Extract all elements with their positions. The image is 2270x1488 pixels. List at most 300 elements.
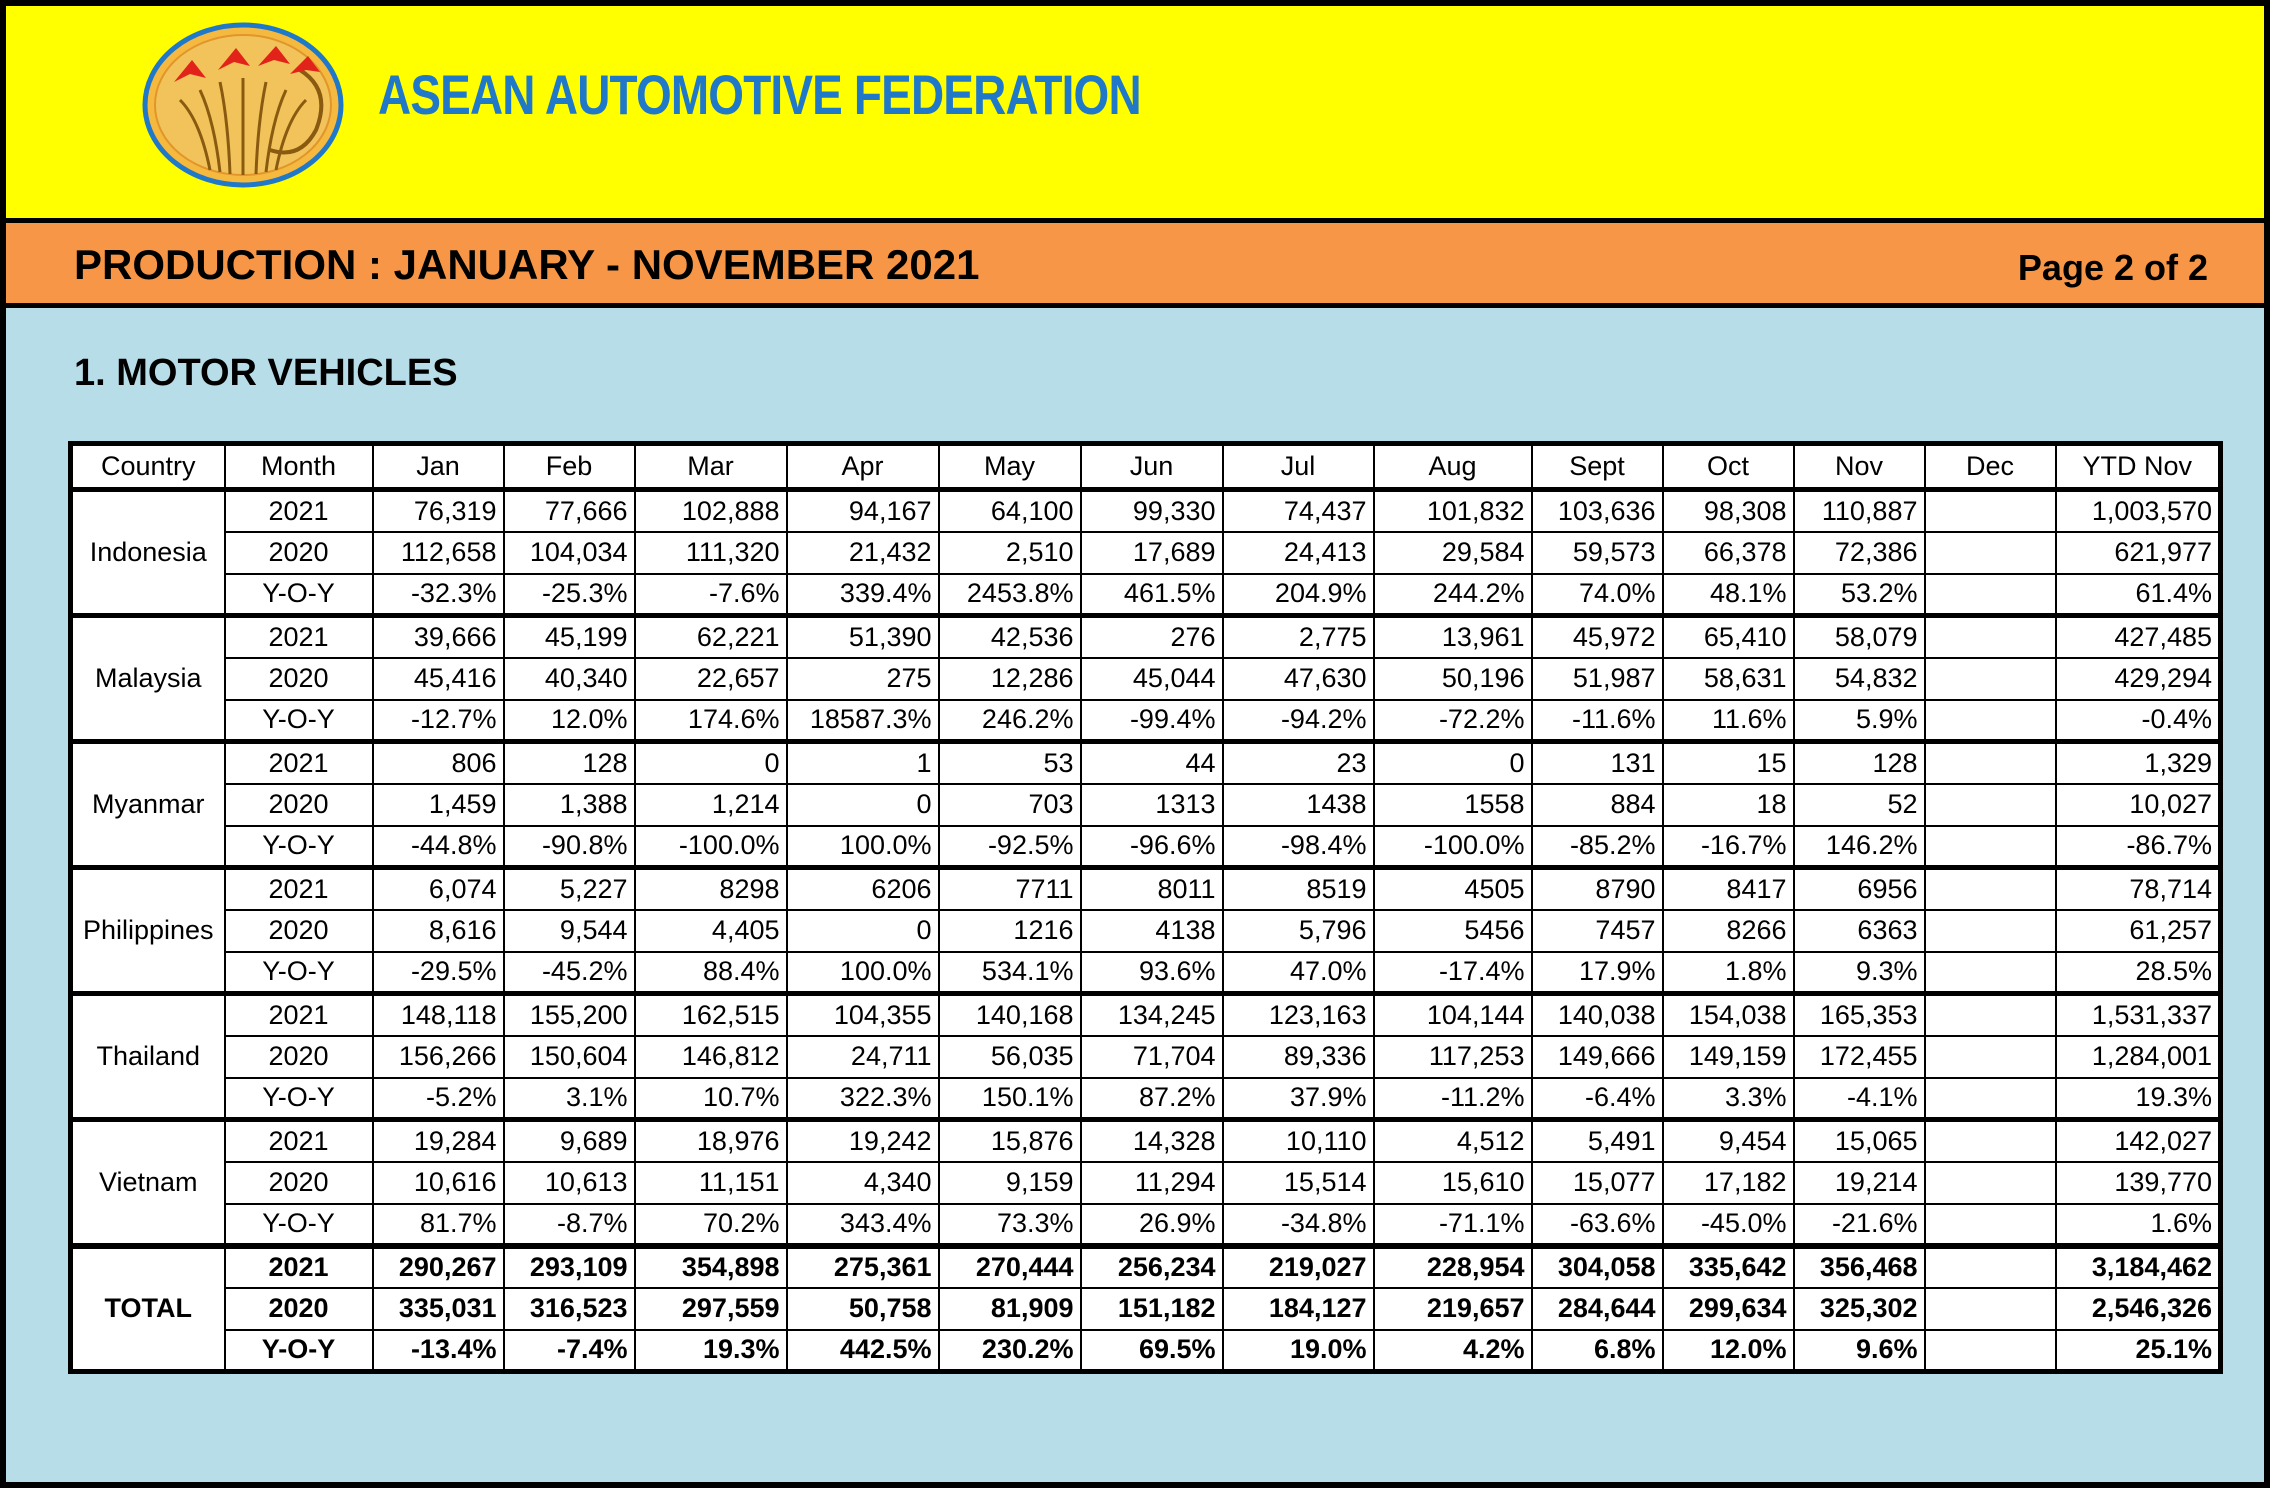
value-cell: 356,468 bbox=[1794, 1246, 1925, 1288]
value-cell: 4505 bbox=[1374, 868, 1532, 910]
row-label-cell: Y-O-Y bbox=[225, 574, 373, 616]
value-cell: 74.0% bbox=[1532, 574, 1663, 616]
value-cell bbox=[1925, 616, 2056, 658]
value-cell: -25.3% bbox=[504, 574, 635, 616]
value-cell: -100.0% bbox=[635, 826, 787, 868]
value-cell: 6206 bbox=[787, 868, 939, 910]
value-cell: 2,546,326 bbox=[2056, 1288, 2221, 1330]
header-mar: Mar bbox=[635, 444, 787, 490]
value-cell: -8.7% bbox=[504, 1204, 635, 1246]
value-cell: 93.6% bbox=[1081, 952, 1223, 994]
table-row bbox=[71, 1162, 2221, 1204]
value-cell: 230.2% bbox=[939, 1330, 1081, 1372]
value-cell: 256,234 bbox=[1081, 1246, 1223, 1288]
value-cell bbox=[1925, 1120, 2056, 1162]
value-cell: 322.3% bbox=[787, 1078, 939, 1120]
value-cell: 3,184,462 bbox=[2056, 1246, 2221, 1288]
value-cell: 9.3% bbox=[1794, 952, 1925, 994]
header-sept: Sept bbox=[1532, 444, 1663, 490]
value-cell: 65,410 bbox=[1663, 616, 1794, 658]
value-cell: 162,515 bbox=[635, 994, 787, 1036]
value-cell: 1,388 bbox=[504, 784, 635, 826]
row-label-cell: 2021 bbox=[225, 742, 373, 784]
value-cell: 76,319 bbox=[373, 490, 504, 532]
table-row bbox=[71, 952, 2221, 994]
value-cell: 48.1% bbox=[1663, 574, 1794, 616]
value-cell: 134,245 bbox=[1081, 994, 1223, 1036]
table-row bbox=[71, 1204, 2221, 1246]
value-cell: 0 bbox=[635, 742, 787, 784]
header-oct: Oct bbox=[1663, 444, 1794, 490]
value-cell: 0 bbox=[1374, 742, 1532, 784]
value-cell: 111,320 bbox=[635, 532, 787, 574]
value-cell: 154,038 bbox=[1663, 994, 1794, 1036]
value-cell: 293,109 bbox=[504, 1246, 635, 1288]
value-cell: 45,044 bbox=[1081, 658, 1223, 700]
value-cell: 58,079 bbox=[1794, 616, 1925, 658]
value-cell: -94.2% bbox=[1223, 700, 1374, 742]
value-cell bbox=[1925, 1330, 2056, 1372]
value-cell: 81,909 bbox=[939, 1288, 1081, 1330]
value-cell: 22,657 bbox=[635, 658, 787, 700]
row-label-cell: 2021 bbox=[225, 868, 373, 910]
value-cell: 45,416 bbox=[373, 658, 504, 700]
header-ytd-nov: YTD Nov bbox=[2056, 444, 2221, 490]
value-cell: 19.3% bbox=[2056, 1078, 2221, 1120]
value-cell: 98,308 bbox=[1663, 490, 1794, 532]
value-cell: 21,432 bbox=[787, 532, 939, 574]
value-cell: 290,267 bbox=[373, 1246, 504, 1288]
value-cell: -17.4% bbox=[1374, 952, 1532, 994]
value-cell: 6956 bbox=[1794, 868, 1925, 910]
table-row bbox=[71, 700, 2221, 742]
value-cell bbox=[1925, 532, 2056, 574]
value-cell: 151,182 bbox=[1081, 1288, 1223, 1330]
header-jul: Jul bbox=[1223, 444, 1374, 490]
value-cell: 1,284,001 bbox=[2056, 1036, 2221, 1078]
value-cell: -34.8% bbox=[1223, 1204, 1374, 1246]
header-dec: Dec bbox=[1925, 444, 2056, 490]
value-cell: 89,336 bbox=[1223, 1036, 1374, 1078]
value-cell: 354,898 bbox=[635, 1246, 787, 1288]
value-cell: 2453.8% bbox=[939, 574, 1081, 616]
header-feb: Feb bbox=[504, 444, 635, 490]
value-cell: 18 bbox=[1663, 784, 1794, 826]
row-label-cell: 2020 bbox=[225, 1036, 373, 1078]
value-cell: 15 bbox=[1663, 742, 1794, 784]
value-cell: 72,386 bbox=[1794, 532, 1925, 574]
table-row bbox=[71, 532, 2221, 574]
value-cell: 24,711 bbox=[787, 1036, 939, 1078]
value-cell: -12.7% bbox=[373, 700, 504, 742]
value-cell bbox=[1925, 1246, 2056, 1288]
value-cell: 11.6% bbox=[1663, 700, 1794, 742]
value-cell: 10,613 bbox=[504, 1162, 635, 1204]
country-cell: Malaysia bbox=[71, 616, 225, 742]
value-cell: 56,035 bbox=[939, 1036, 1081, 1078]
value-cell: 15,514 bbox=[1223, 1162, 1374, 1204]
country-cell: Philippines bbox=[71, 868, 225, 994]
value-cell bbox=[1925, 742, 2056, 784]
value-cell: 131 bbox=[1532, 742, 1663, 784]
value-cell: -5.2% bbox=[373, 1078, 504, 1120]
asean-automotive-federation-logo-icon bbox=[140, 20, 346, 190]
value-cell: 69.5% bbox=[1081, 1330, 1223, 1372]
value-cell: 174.6% bbox=[635, 700, 787, 742]
value-cell: 246.2% bbox=[939, 700, 1081, 742]
value-cell bbox=[1925, 700, 2056, 742]
value-cell: 1.8% bbox=[1663, 952, 1794, 994]
section-title: 1. MOTOR VEHICLES bbox=[74, 352, 458, 394]
value-cell: 112,658 bbox=[373, 532, 504, 574]
value-cell: 128 bbox=[504, 742, 635, 784]
value-cell: 9,159 bbox=[939, 1162, 1081, 1204]
header-aug: Aug bbox=[1374, 444, 1532, 490]
value-cell: 8298 bbox=[635, 868, 787, 910]
value-cell: 53 bbox=[939, 742, 1081, 784]
value-cell: -4.1% bbox=[1794, 1078, 1925, 1120]
header-jan: Jan bbox=[373, 444, 504, 490]
value-cell: -16.7% bbox=[1663, 826, 1794, 868]
value-cell: 15,876 bbox=[939, 1120, 1081, 1162]
value-cell: 8790 bbox=[1532, 868, 1663, 910]
value-cell: 276 bbox=[1081, 616, 1223, 658]
value-cell: 184,127 bbox=[1223, 1288, 1374, 1330]
row-label-cell: 2021 bbox=[225, 1246, 373, 1288]
value-cell: 4,340 bbox=[787, 1162, 939, 1204]
value-cell: 150.1% bbox=[939, 1078, 1081, 1120]
value-cell: 11,151 bbox=[635, 1162, 787, 1204]
value-cell: -21.6% bbox=[1794, 1204, 1925, 1246]
value-cell bbox=[1925, 1288, 2056, 1330]
value-cell: 7457 bbox=[1532, 910, 1663, 952]
value-cell: 316,523 bbox=[504, 1288, 635, 1330]
row-label-cell: 2020 bbox=[225, 1162, 373, 1204]
value-cell: 275,361 bbox=[787, 1246, 939, 1288]
row-label-cell: 2020 bbox=[225, 910, 373, 952]
value-cell: 94,167 bbox=[787, 490, 939, 532]
row-label-cell: 2020 bbox=[225, 532, 373, 574]
value-cell: 1,459 bbox=[373, 784, 504, 826]
value-cell: 39,666 bbox=[373, 616, 504, 658]
value-cell: 806 bbox=[373, 742, 504, 784]
value-cell: 64,100 bbox=[939, 490, 1081, 532]
row-label-cell: Y-O-Y bbox=[225, 952, 373, 994]
table-header-row bbox=[71, 444, 2221, 490]
value-cell: 8417 bbox=[1663, 868, 1794, 910]
value-cell: 150,604 bbox=[504, 1036, 635, 1078]
value-cell: 102,888 bbox=[635, 490, 787, 532]
table-row bbox=[71, 658, 2221, 700]
value-cell: -32.3% bbox=[373, 574, 504, 616]
value-cell: 335,031 bbox=[373, 1288, 504, 1330]
value-cell: 304,058 bbox=[1532, 1246, 1663, 1288]
value-cell: -86.7% bbox=[2056, 826, 2221, 868]
value-cell: 87.2% bbox=[1081, 1078, 1223, 1120]
value-cell: 1438 bbox=[1223, 784, 1374, 826]
value-cell: 1,531,337 bbox=[2056, 994, 2221, 1036]
value-cell: 5.9% bbox=[1794, 700, 1925, 742]
value-cell bbox=[1925, 868, 2056, 910]
value-cell: 0 bbox=[787, 910, 939, 952]
value-cell: 15,077 bbox=[1532, 1162, 1663, 1204]
report-title: PRODUCTION : JANUARY - NOVEMBER 2021 bbox=[74, 241, 980, 288]
row-label-cell: Y-O-Y bbox=[225, 700, 373, 742]
row-label-cell: 2020 bbox=[225, 1288, 373, 1330]
value-cell: -45.2% bbox=[504, 952, 635, 994]
value-cell: 73.3% bbox=[939, 1204, 1081, 1246]
value-cell: 4,512 bbox=[1374, 1120, 1532, 1162]
value-cell: 165,353 bbox=[1794, 994, 1925, 1036]
value-cell: 10,027 bbox=[2056, 784, 2221, 826]
value-cell: -7.6% bbox=[635, 574, 787, 616]
row-label-cell: 2021 bbox=[225, 1120, 373, 1162]
value-cell: 1 bbox=[787, 742, 939, 784]
value-cell: 3.3% bbox=[1663, 1078, 1794, 1120]
value-cell bbox=[1925, 952, 2056, 994]
value-cell: 61,257 bbox=[2056, 910, 2221, 952]
value-cell: 299,634 bbox=[1663, 1288, 1794, 1330]
header-apr: Apr bbox=[787, 444, 939, 490]
value-cell: -90.8% bbox=[504, 826, 635, 868]
value-cell: 15,065 bbox=[1794, 1120, 1925, 1162]
value-cell: -45.0% bbox=[1663, 1204, 1794, 1246]
value-cell: 5,491 bbox=[1532, 1120, 1663, 1162]
value-cell: 123,163 bbox=[1223, 994, 1374, 1036]
value-cell: 10,110 bbox=[1223, 1120, 1374, 1162]
value-cell: 1,003,570 bbox=[2056, 490, 2221, 532]
row-label-cell: Y-O-Y bbox=[225, 826, 373, 868]
value-cell: 12,286 bbox=[939, 658, 1081, 700]
value-cell: 9,454 bbox=[1663, 1120, 1794, 1162]
value-cell: 1313 bbox=[1081, 784, 1223, 826]
value-cell: 9,544 bbox=[504, 910, 635, 952]
value-cell: 51,987 bbox=[1532, 658, 1663, 700]
value-cell: 219,657 bbox=[1374, 1288, 1532, 1330]
value-cell: 155,200 bbox=[504, 994, 635, 1036]
value-cell: 6.8% bbox=[1532, 1330, 1663, 1372]
country-cell: Myanmar bbox=[71, 742, 225, 868]
value-cell: 172,455 bbox=[1794, 1036, 1925, 1078]
value-cell: 4,405 bbox=[635, 910, 787, 952]
row-label-cell: 2020 bbox=[225, 784, 373, 826]
value-cell bbox=[1925, 490, 2056, 532]
value-cell: 0 bbox=[787, 784, 939, 826]
value-cell: 204.9% bbox=[1223, 574, 1374, 616]
value-cell: 81.7% bbox=[373, 1204, 504, 1246]
value-cell: 8266 bbox=[1663, 910, 1794, 952]
table-row bbox=[71, 994, 2221, 1036]
value-cell: -99.4% bbox=[1081, 700, 1223, 742]
value-cell: 50,196 bbox=[1374, 658, 1532, 700]
value-cell: 61.4% bbox=[2056, 574, 2221, 616]
value-cell: 146,812 bbox=[635, 1036, 787, 1078]
value-cell: 62,221 bbox=[635, 616, 787, 658]
value-cell: 284,644 bbox=[1532, 1288, 1663, 1330]
value-cell: 26.9% bbox=[1081, 1204, 1223, 1246]
value-cell bbox=[1925, 1204, 2056, 1246]
row-label-cell: Y-O-Y bbox=[225, 1078, 373, 1120]
value-cell: 343.4% bbox=[787, 1204, 939, 1246]
header-may: May bbox=[939, 444, 1081, 490]
value-cell: 140,168 bbox=[939, 994, 1081, 1036]
row-label-cell: 2020 bbox=[225, 658, 373, 700]
value-cell: -98.4% bbox=[1223, 826, 1374, 868]
value-cell: -11.2% bbox=[1374, 1078, 1532, 1120]
value-cell bbox=[1925, 910, 2056, 952]
value-cell: 149,159 bbox=[1663, 1036, 1794, 1078]
value-cell: 11,294 bbox=[1081, 1162, 1223, 1204]
table-row bbox=[71, 868, 2221, 910]
value-cell bbox=[1925, 826, 2056, 868]
value-cell: 24,413 bbox=[1223, 532, 1374, 574]
value-cell: 110,887 bbox=[1794, 490, 1925, 532]
value-cell: 270,444 bbox=[939, 1246, 1081, 1288]
value-cell: 18587.3% bbox=[787, 700, 939, 742]
row-label-cell: 2021 bbox=[225, 490, 373, 532]
value-cell: 140,038 bbox=[1532, 994, 1663, 1036]
value-cell: 99,330 bbox=[1081, 490, 1223, 532]
value-cell: 7711 bbox=[939, 868, 1081, 910]
total-row bbox=[71, 1288, 2221, 1330]
value-cell: 1558 bbox=[1374, 784, 1532, 826]
value-cell: 156,266 bbox=[373, 1036, 504, 1078]
value-cell bbox=[1925, 1078, 2056, 1120]
value-cell: 2,775 bbox=[1223, 616, 1374, 658]
value-cell: 51,390 bbox=[787, 616, 939, 658]
value-cell: 19,284 bbox=[373, 1120, 504, 1162]
header-band bbox=[6, 6, 2264, 223]
value-cell: 4138 bbox=[1081, 910, 1223, 952]
value-cell: 5,227 bbox=[504, 868, 635, 910]
value-cell: 45,972 bbox=[1532, 616, 1663, 658]
value-cell bbox=[1925, 658, 2056, 700]
value-cell: 50,758 bbox=[787, 1288, 939, 1330]
table-row bbox=[71, 490, 2221, 532]
value-cell: 71,704 bbox=[1081, 1036, 1223, 1078]
value-cell: 335,642 bbox=[1663, 1246, 1794, 1288]
value-cell: 100.0% bbox=[787, 952, 939, 994]
row-label-cell: Y-O-Y bbox=[225, 1204, 373, 1246]
value-cell: 703 bbox=[939, 784, 1081, 826]
value-cell: -13.4% bbox=[373, 1330, 504, 1372]
value-cell: 19,242 bbox=[787, 1120, 939, 1162]
value-cell: 6,074 bbox=[373, 868, 504, 910]
value-cell: 5,796 bbox=[1223, 910, 1374, 952]
value-cell: 78,714 bbox=[2056, 868, 2221, 910]
value-cell: -72.2% bbox=[1374, 700, 1532, 742]
value-cell: 17.9% bbox=[1532, 952, 1663, 994]
value-cell: -92.5% bbox=[939, 826, 1081, 868]
value-cell: 29,584 bbox=[1374, 532, 1532, 574]
value-cell: 297,559 bbox=[635, 1288, 787, 1330]
title-band bbox=[6, 223, 2264, 308]
value-cell: 142,027 bbox=[2056, 1120, 2221, 1162]
value-cell: 6363 bbox=[1794, 910, 1925, 952]
table-row bbox=[71, 1120, 2221, 1162]
header-month: Month bbox=[225, 444, 373, 490]
value-cell: 1216 bbox=[939, 910, 1081, 952]
value-cell: 621,977 bbox=[2056, 532, 2221, 574]
row-label-cell: 2021 bbox=[225, 994, 373, 1036]
value-cell: 9.6% bbox=[1794, 1330, 1925, 1372]
header-nov: Nov bbox=[1794, 444, 1925, 490]
value-cell bbox=[1925, 784, 2056, 826]
value-cell: 3.1% bbox=[504, 1078, 635, 1120]
value-cell: 18,976 bbox=[635, 1120, 787, 1162]
value-cell: 149,666 bbox=[1532, 1036, 1663, 1078]
value-cell: 884 bbox=[1532, 784, 1663, 826]
value-cell: -63.6% bbox=[1532, 1204, 1663, 1246]
value-cell: 5456 bbox=[1374, 910, 1532, 952]
value-cell: 325,302 bbox=[1794, 1288, 1925, 1330]
value-cell: 54,832 bbox=[1794, 658, 1925, 700]
value-cell: 19.0% bbox=[1223, 1330, 1374, 1372]
value-cell: 8011 bbox=[1081, 868, 1223, 910]
total-row bbox=[71, 1330, 2221, 1372]
value-cell: 4.2% bbox=[1374, 1330, 1532, 1372]
value-cell: -96.6% bbox=[1081, 826, 1223, 868]
value-cell: -85.2% bbox=[1532, 826, 1663, 868]
table-row bbox=[71, 742, 2221, 784]
country-cell: TOTAL bbox=[71, 1246, 225, 1372]
value-cell: 13,961 bbox=[1374, 616, 1532, 658]
value-cell bbox=[1925, 574, 2056, 616]
value-cell: 58,631 bbox=[1663, 658, 1794, 700]
value-cell: -71.1% bbox=[1374, 1204, 1532, 1246]
value-cell: 19,214 bbox=[1794, 1162, 1925, 1204]
table-row bbox=[71, 784, 2221, 826]
value-cell: 10,616 bbox=[373, 1162, 504, 1204]
value-cell: 59,573 bbox=[1532, 532, 1663, 574]
value-cell: 17,689 bbox=[1081, 532, 1223, 574]
value-cell: 23 bbox=[1223, 742, 1374, 784]
value-cell: 442.5% bbox=[787, 1330, 939, 1372]
value-cell: -6.4% bbox=[1532, 1078, 1663, 1120]
value-cell: 429,294 bbox=[2056, 658, 2221, 700]
value-cell: 8,616 bbox=[373, 910, 504, 952]
value-cell: 15,610 bbox=[1374, 1162, 1532, 1204]
value-cell: 461.5% bbox=[1081, 574, 1223, 616]
value-cell: 534.1% bbox=[939, 952, 1081, 994]
table-row bbox=[71, 1036, 2221, 1078]
value-cell: 103,636 bbox=[1532, 490, 1663, 532]
table-row bbox=[71, 1078, 2221, 1120]
value-cell: 45,199 bbox=[504, 616, 635, 658]
value-cell: 2,510 bbox=[939, 532, 1081, 574]
value-cell: 148,118 bbox=[373, 994, 504, 1036]
value-cell: 70.2% bbox=[635, 1204, 787, 1246]
header-jun: Jun bbox=[1081, 444, 1223, 490]
value-cell: 37.9% bbox=[1223, 1078, 1374, 1120]
country-cell: Indonesia bbox=[71, 490, 225, 616]
value-cell: 12.0% bbox=[1663, 1330, 1794, 1372]
table-row bbox=[71, 826, 2221, 868]
value-cell: 42,536 bbox=[939, 616, 1081, 658]
value-cell: 339.4% bbox=[787, 574, 939, 616]
value-cell: -11.6% bbox=[1532, 700, 1663, 742]
value-cell: 74,437 bbox=[1223, 490, 1374, 532]
value-cell: -0.4% bbox=[2056, 700, 2221, 742]
value-cell: 275 bbox=[787, 658, 939, 700]
value-cell: 219,027 bbox=[1223, 1246, 1374, 1288]
value-cell: 104,034 bbox=[504, 532, 635, 574]
value-cell: 88.4% bbox=[635, 952, 787, 994]
value-cell: 104,355 bbox=[787, 994, 939, 1036]
value-cell: 1.6% bbox=[2056, 1204, 2221, 1246]
value-cell: 19.3% bbox=[635, 1330, 787, 1372]
page-number: Page 2 of 2 bbox=[2017, 247, 2208, 288]
